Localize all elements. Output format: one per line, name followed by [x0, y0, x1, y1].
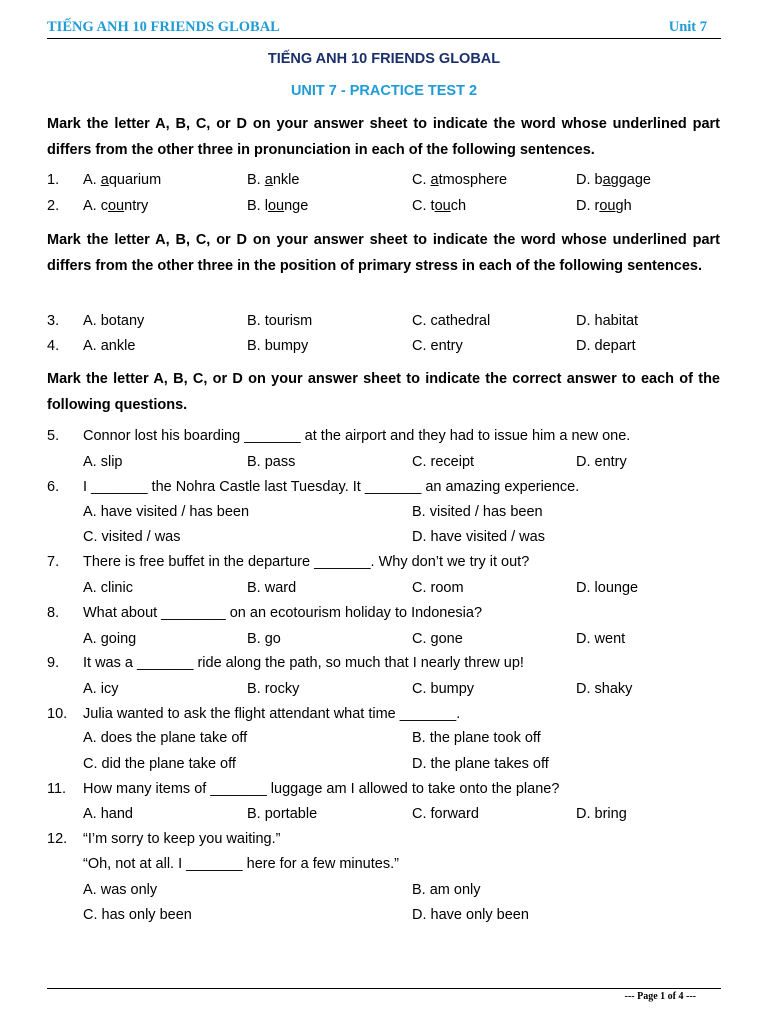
option-b: B. am only — [412, 882, 481, 898]
question-row — [0, 605, 768, 627]
question-row — [0, 831, 768, 853]
option-d: D. the plane takes off — [412, 756, 549, 772]
question-number: 2. — [47, 198, 60, 214]
page-header — [47, 18, 721, 39]
question-text: How many items of _______ luggage am I allowed to take onto the plane? — [83, 781, 560, 797]
options-row — [0, 882, 768, 904]
option-a: A. clinic — [83, 580, 133, 596]
option-b: B. pass — [247, 454, 296, 470]
question-text: Julia wanted to ask the flight attendant what time _______. — [83, 706, 461, 722]
option-c: C. forward — [412, 806, 479, 822]
question-number: 6. — [47, 479, 60, 495]
option-d: D. have visited / was — [412, 529, 545, 545]
question-text: “I’m sorry to keep you waiting.” — [83, 831, 281, 847]
options-row — [0, 681, 768, 703]
instruction-questions: Mark the letter A, B, C, or D on your answer sheet to indicate the correct answer to each of the following questions. — [47, 371, 720, 413]
question-number: 12. — [47, 831, 68, 847]
question-text: There is free buffet in the departure _______. Why don’t we try it out? — [83, 554, 530, 570]
option-d: D. went — [576, 631, 626, 647]
option-c: C. receipt — [412, 454, 475, 470]
header-title: TIẾNG ANH 10 FRIENDS GLOBAL — [47, 19, 280, 35]
option-b: B. rocky — [247, 681, 300, 697]
option-b: B. ward — [247, 580, 297, 596]
question-row — [0, 479, 768, 501]
document-title: TIẾNG ANH 10 FRIENDS GLOBAL — [267, 51, 501, 67]
option-c: C. room — [412, 580, 464, 596]
question-row — [0, 781, 768, 803]
question-row — [0, 172, 768, 194]
question-text-continued: “Oh, not at all. I _______ here for a few minutes.” — [83, 856, 399, 872]
option-a: A. have visited / has been — [83, 504, 250, 520]
option-b: B. lounge — [247, 198, 309, 214]
question-row — [0, 706, 768, 728]
question-number: 3. — [47, 313, 60, 329]
page-footer: --- Page 1 of 4 --- — [624, 991, 696, 1002]
footer-divider — [47, 988, 721, 989]
option-c: C. has only been — [83, 907, 192, 923]
option-c: C. visited / was — [83, 529, 181, 545]
option-a: A. hand — [83, 806, 133, 822]
option-a: A. going — [83, 631, 137, 647]
option-b: B. tourism — [247, 313, 313, 329]
options-row — [0, 631, 768, 653]
options-row — [0, 756, 768, 778]
options-row — [0, 806, 768, 828]
question-number: 10. — [47, 706, 68, 722]
option-a: A. country — [83, 198, 149, 214]
option-c: C. entry — [412, 338, 463, 354]
question-number: 8. — [47, 605, 60, 621]
question-number: 11. — [47, 781, 67, 797]
instruction-stress: Mark the letter A, B, C, or D on your answer sheet to indicate the word whose underlined part differs from the other three in the position of primary stress in each of the following sentences. — [47, 232, 720, 274]
option-c: C. gone — [412, 631, 463, 647]
question-text: It was a _______ ride along the path, so much that I nearly threw up! — [83, 655, 524, 671]
option-a: A. does the plane take off — [83, 730, 248, 746]
option-c: C. did the plane take off — [83, 756, 236, 772]
option-b: B. ankle — [247, 172, 300, 188]
question-row — [0, 655, 768, 677]
option-d: D. shaky — [576, 681, 633, 697]
options-row — [0, 504, 768, 526]
option-a: A. was only — [83, 882, 158, 898]
option-d: D. rough — [576, 198, 632, 214]
option-b: B. go — [247, 631, 281, 647]
option-a: A. aquarium — [83, 172, 162, 188]
option-d: D. depart — [576, 338, 636, 354]
option-b: B. the plane took off — [412, 730, 541, 746]
question-text: What about ________ on an ecotourism holiday to Indonesia? — [83, 605, 483, 621]
option-d: D. entry — [576, 454, 627, 470]
question-number: 1. — [47, 172, 60, 188]
option-b: B. portable — [247, 806, 318, 822]
option-a: A. ankle — [83, 338, 136, 354]
question-number: 4. — [47, 338, 60, 354]
option-c: C. cathedral — [412, 313, 491, 329]
option-d: D. have only been — [412, 907, 529, 923]
header-unit: Unit 7 — [668, 19, 707, 35]
question-row — [0, 313, 768, 335]
option-b: B. bumpy — [247, 338, 309, 354]
options-row — [0, 730, 768, 752]
question-text: Connor lost his boarding _______ at the airport and they had to issue him a new one. — [83, 428, 631, 444]
options-row — [0, 907, 768, 929]
options-row — [0, 529, 768, 551]
instruction-pronunciation: Mark the letter A, B, C, or D on your answer sheet to indicate the word whose underlined part differs from the other three in pronunciation in each of the following sentences. — [47, 116, 720, 158]
option-c: C. atmosphere — [412, 172, 508, 188]
option-a: A. icy — [83, 681, 119, 697]
question-row — [0, 338, 768, 360]
option-d: D. bring — [576, 806, 627, 822]
question-row — [0, 198, 768, 220]
question-row — [0, 856, 768, 878]
option-a: A. slip — [83, 454, 123, 470]
options-row — [0, 454, 768, 476]
question-number: 5. — [47, 428, 60, 444]
option-a: A. botany — [83, 313, 145, 329]
question-text: I _______ the Nohra Castle last Tuesday. It _______ an amazing experience. — [83, 479, 580, 495]
options-row — [0, 580, 768, 602]
option-d: D. baggage — [576, 172, 651, 188]
question-number: 7. — [47, 554, 60, 570]
question-row — [0, 428, 768, 450]
question-row — [0, 554, 768, 576]
option-b: B. visited / has been — [412, 504, 543, 520]
option-d: D. habitat — [576, 313, 639, 329]
document-subtitle: UNIT 7 - PRACTICE TEST 2 — [290, 83, 478, 99]
option-d: D. lounge — [576, 580, 639, 596]
option-c: C. touch — [412, 198, 467, 214]
option-c: C. bumpy — [412, 681, 475, 697]
question-number: 9. — [47, 655, 60, 671]
